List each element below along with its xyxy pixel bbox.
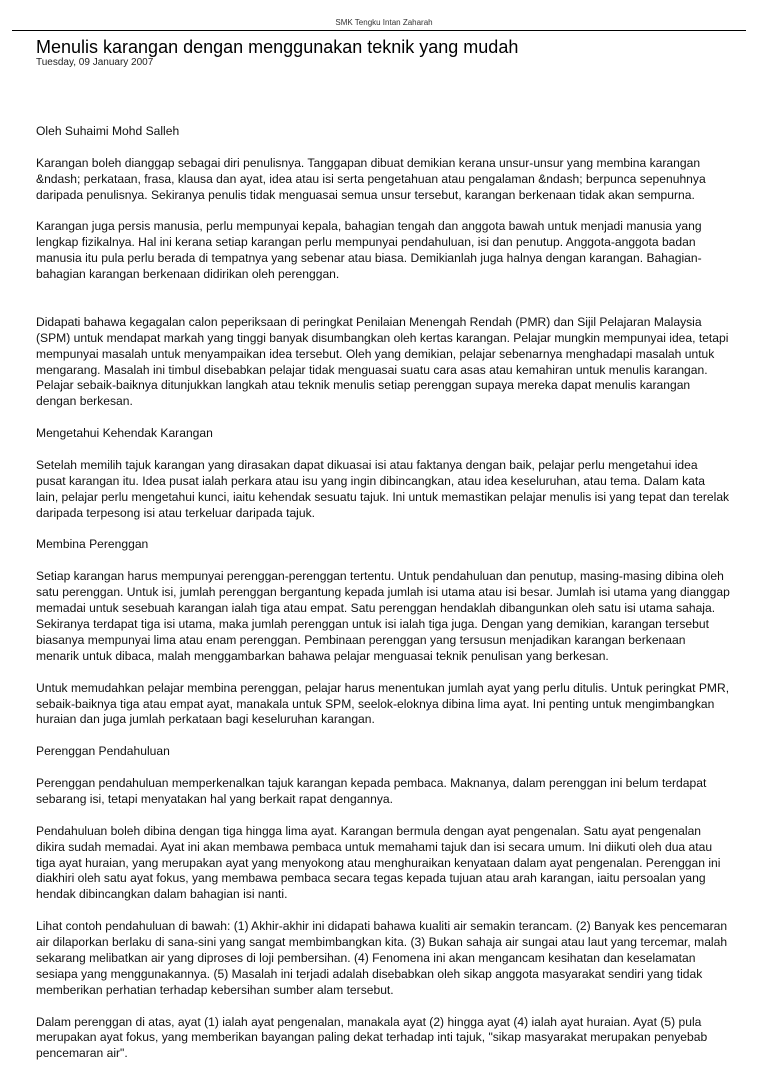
paragraph: Setiap karangan harus mempunyai perenggan-perenggan tertentu. Untuk pendahuluan dan penutup, masing-masing dibina oleh satu perenggan. Untuk isi, jumlah perenggan bergantung kepada jumlah isi utama atau isi besar. Jumlah isi utama yang dianggap memadai untuk sesebuah karangan ialah tiga atau empat. Satu perenggan hendaklah dibangunkan oleh satu isi utama sahaja. Sekiranya terdapat tiga isi utama, maka jumlah perenggan untuk isi ialah tiga juga. Dengan yang demikian, karangan tersebut biasanya mempunyai lima atau enam perenggan. Pembinaan perenggan yang tersusun menjadikan karangan berkenaan menarik untuk dibaca, malah menggambarkan bahawa pelajar menguasai teknik penulisan yang berkesan. xyxy=(36,569,730,663)
paragraph: Didapati bahawa kegagalan calon peperiksaan di peringkat Penilaian Menengah Rendah (PMR) dan Sijil Pelajaran Malaysia (SPM) untuk mendapat markah yang tinggi banyak disumbangkan oleh kertas karangan. Pelajar mungkin mempunyai idea, tetapi mempunyai masalah untuk menyampaikan idea tersebut. Oleh yang demikian, pelajar sebenarnya menghadapi masalah untuk mengarang. Masalah ini timbul disebabkan pelajar tidak menguasai suatu cara asas atau kemahiran untuk menulis karangan. Pelajar sebaik-baiknya ditunjukkan langkah atau teknik menulis setiap perenggan supaya mereka dapat menulis karangan dengan berkesan. xyxy=(36,314,729,409)
header-divider xyxy=(12,30,746,31)
paragraph: Dalam perenggan di atas, ayat (1) ialah ayat pengenalan, manakala ayat (2) hingga ayat (4) ialah ayat huraian. Ayat (5) pula merupakan ayat fokus, yang memberikan bayangan paling dekat terhadap inti tajuk, "sikap masyarakat merupakan penyebab pencemaran air". xyxy=(36,1014,708,1061)
site-header: SMK Tengku Intan Zaharah xyxy=(335,18,433,27)
author-byline: Oleh Suhaimi Mohd Salleh xyxy=(36,124,180,138)
paragraph: Lihat contoh pendahuluan di bawah: (1) Akhir-akhir ini didapati bahawa kualiti air semakin terancam. (2) Banyak kes pencemaran air dilaporkan berlaku di sana-sini yang sangat membimbangkan kita. (3) Bukan sahaja air sungai atau laut yang tercemar, malah sekarang melibatkan air yang diproses di loji pembersihan. (4) Fenomena ini akan mengancam kesihatan dan keselamatan sesiapa yang menggunakannya. (5) Masalah ini terjadi adalah disebabkan oleh sikap anggota masyarakat sendiri yang tidak memberikan perhatian terhadap kebersihan sumber alam tersebut. xyxy=(36,919,728,997)
article-body xyxy=(36,124,730,1078)
paragraph: Perenggan pendahuluan memperkenalkan tajuk karangan kepada pembaca. Maknanya, dalam perenggan ini belum terdapat sebarang isi, tetapi menyatakan hal yang berkait rapat dengannya. xyxy=(36,776,707,806)
article-date: Tuesday, 09 January 2007 xyxy=(36,57,154,68)
paragraph: Karangan boleh dianggap sebagai diri penulisnya. Tanggapan dibuat demikian kerana unsur-unsur yang membina karangan &ndash; perkataan, frasa, klausa dan ayat, idea atau isi serta pengetahuan atau pengalaman &ndash; berpunca sepenuhnya daripada penulisnya. Sekiranya penulis tidak menguasai semua unsur tersebut, karangan berkenaan tidak akan sempurna. xyxy=(36,155,706,202)
paragraph: Setelah memilih tajuk karangan yang dirasakan dapat dikuasai isi atau faktanya dengan baik, pelajar perlu mengetahui idea pusat karangan itu. Idea pusat ialah perkara atau isu yang ingin dibincangkan, atau idea keseluruhan, atau tema. Dalam kata lain, pelajar perlu mengetahui kunci, iaitu kehendak sesuatu tajuk. Ini untuk memastikan pelajar menulis isi yang tepat dan terelak daripada terpesong isi atau terkeluar daripada tajuk. xyxy=(36,457,730,520)
paragraph: Karangan juga persis manusia, perlu mempunyai kepala, bahagian tengah dan anggota bawah untuk menjadi manusia yang lengkap fizikalnya. Hal ini kerana setiap karangan perlu mempunyai pendahuluan, isi dan penutup. Anggota-anggota badan manusia itu pula perlu berada di tempatnya yang sebenar atau biasa. Demikianlah juga halnya dengan karangan. Bahagian-bahagian karangan berkenaan didirikan oleh perenggan. xyxy=(36,219,702,282)
paragraph: Pendahuluan boleh dibina dengan tiga hingga lima ayat. Karangan bermula dengan ayat pengenalan. Satu ayat pengenalan dikira sudah memadai. Ayat ini akan membawa pembaca untuk memahami tajuk dan isi secara umum. Ini diikuti oleh dua atau tiga ayat huraian, yang merupakan ayat yang menyokong atau menghuraikan kenyataan dalam ayat pengenalan. Perenggan ini diakhiri oleh satu ayat fokus, yang membawa pembaca secara tegas kepada tujuan atau arah karangan, iaitu persoalan yang hendak dibincangkan dalam bahagian isi nanti. xyxy=(36,823,721,902)
article-title: Menulis karangan dengan menggunakan teknik yang mudah xyxy=(36,37,519,57)
section-heading: Perenggan Pendahuluan xyxy=(36,744,170,759)
section-heading: Membina Perenggan xyxy=(36,537,149,552)
section-heading: Mengetahui Kehendak Karangan xyxy=(36,426,213,441)
paragraph: Untuk memudahkan pelajar membina perenggan, pelajar harus menentukan jumlah ayat yang perlu ditulis. Untuk peringkat PMR, sebaik-baiknya tiga atau empat ayat, manakala untuk SPM, seelok-eloknya dibina lima ayat. Ini penting untuk mengimbangkan huraian dan juga jumlah perkataan bagi keseluruhan karangan. xyxy=(36,680,730,727)
